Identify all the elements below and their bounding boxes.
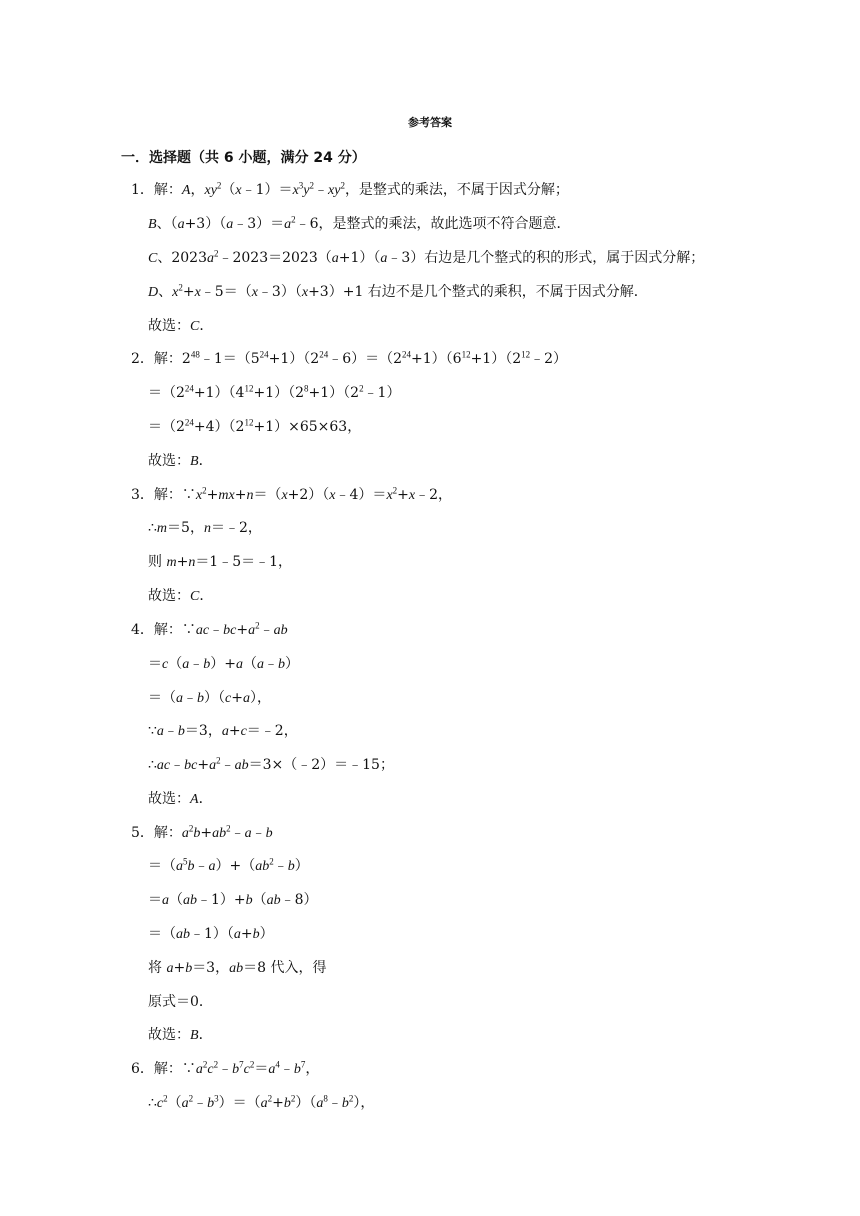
answer-line (131, 824, 273, 843)
math-token: a (248, 623, 256, 638)
math-token: 故选： (148, 318, 190, 334)
math-token: 2 (226, 823, 231, 834)
math-token: ﹣ (170, 757, 185, 773)
math-token: ﹣ (209, 622, 224, 638)
math-token: x (195, 488, 203, 503)
math-token: a (176, 859, 183, 874)
math-token: a (162, 893, 169, 908)
math-token: ＝ (254, 1061, 269, 1077)
math-token: ＝3×（﹣2）＝﹣15； (248, 757, 394, 773)
math-token: ac (156, 758, 171, 773)
math-token: 6．解：∵ (131, 1061, 196, 1077)
math-token: +1）（2 (253, 385, 305, 401)
math-token: ． (198, 791, 213, 807)
math-token: b (293, 1062, 301, 1077)
math-token: ） (294, 858, 309, 874)
math-token: ）+ (210, 656, 236, 672)
math-token: ﹣ (259, 622, 274, 638)
math-token: ﹣ (183, 690, 197, 706)
math-token: ﹣ (230, 825, 245, 841)
math-token: ＝（ (253, 487, 282, 503)
math-token: ﹣ (218, 1061, 233, 1077)
math-token: ﹣1）＝ (241, 182, 293, 198)
math-token: 24 (184, 383, 194, 394)
math-token: ， (190, 182, 205, 198)
math-token: +1）（6 (411, 351, 462, 367)
math-token: 24 (319, 349, 329, 360)
math-token: ） (259, 926, 274, 942)
math-token: 2 (202, 485, 207, 496)
math-token: ∴ (148, 520, 157, 536)
math-token: ∴ (148, 1095, 157, 1111)
math-token: ﹣3）（ (257, 284, 302, 300)
math-token: b (245, 893, 253, 908)
math-token: ＝（2 (148, 419, 185, 435)
math-token: 7 (300, 1059, 306, 1070)
math-token: 24 (259, 349, 269, 360)
math-token: 24 (402, 349, 412, 360)
math-token: ﹣ (314, 182, 328, 198)
math-token: 2 (255, 620, 260, 631)
math-token: ﹣ (251, 825, 266, 841)
math-token: + (197, 757, 210, 773)
math-token: 3 (214, 1093, 219, 1104)
math-token: ﹣ (220, 757, 235, 773)
math-token: 故选： (148, 791, 190, 807)
math-token: 则 (148, 554, 167, 570)
math-token: x (408, 488, 416, 503)
math-token: 2 (291, 214, 296, 225)
math-token: 3．解：∵ (131, 487, 196, 503)
math-token: 12 (244, 417, 254, 428)
answer-line (131, 350, 567, 368)
math-token: ab (273, 623, 288, 638)
math-token: +1）（ (338, 250, 381, 266)
math-token: 48 (190, 349, 200, 360)
math-token: b (203, 657, 211, 672)
math-token: ＝3， (192, 960, 230, 976)
math-token: ﹣3）右边是几个整式的积的形式，属于因式分解； (387, 250, 705, 266)
math-token: a (244, 826, 252, 841)
section-heading: 一．选择题（共 6 小题，满分 24 分） (121, 150, 366, 166)
math-token: m (166, 555, 177, 570)
math-token: 2 (188, 823, 194, 834)
math-token: 2 (163, 1093, 168, 1104)
math-token: （ (167, 1095, 182, 1111)
math-token: （ (168, 656, 183, 672)
math-token: ﹣8） (280, 892, 318, 908)
math-token: b (265, 826, 273, 841)
math-token: ab (229, 961, 244, 976)
math-token: 2 (267, 1093, 273, 1104)
answer-line (148, 925, 274, 944)
math-token: +2）（ (287, 487, 330, 503)
math-token: ﹣2023＝2023（ (218, 250, 332, 266)
math-token: B (190, 1028, 199, 1043)
math-token: ＝（ (148, 926, 176, 942)
answer-line (131, 486, 452, 505)
math-token: ＝﹣2， (246, 723, 298, 739)
math-token: xy (204, 183, 217, 198)
math-token: +1）（2 (470, 351, 522, 367)
math-token: 24 (184, 417, 194, 428)
math-token: x (172, 285, 179, 300)
math-token: a (233, 927, 241, 942)
math-token: + (200, 825, 213, 841)
answer-line (131, 181, 569, 200)
math-token: x (251, 285, 258, 300)
math-token: a (195, 1062, 203, 1077)
math-token: ﹣ (189, 656, 204, 672)
math-token: C (190, 319, 200, 334)
math-token: m (156, 521, 168, 536)
math-token: 2 (290, 1093, 296, 1104)
math-token: a (209, 758, 217, 773)
math-token: ＝﹣2， (210, 520, 262, 536)
math-token: （ (169, 892, 183, 908)
math-token: x (292, 183, 299, 198)
answer-line (148, 959, 326, 978)
math-token: ﹣6，是整式的乘法，故此选项不符合题意． (295, 216, 571, 232)
math-token: b (197, 691, 204, 706)
math-token: 3 (298, 180, 304, 191)
math-token: + (236, 622, 249, 638)
math-token: ﹣2） (530, 351, 568, 367)
math-token: ﹣1）（ (190, 926, 234, 942)
math-token: ab (212, 826, 227, 841)
math-token: ﹣3）＝ (233, 216, 285, 232)
math-token: ∵ (148, 723, 157, 739)
math-token: a (235, 657, 243, 672)
math-token: 2 (202, 1059, 208, 1070)
math-token: ﹣ (327, 1095, 342, 1111)
math-token: b (252, 927, 260, 942)
math-token: ab (255, 859, 270, 874)
math-token: ）+（ (215, 858, 256, 874)
math-token: +4）（2 (193, 419, 245, 435)
math-token: A (190, 792, 199, 807)
math-token: C (148, 251, 158, 266)
answer-line (148, 1094, 374, 1113)
answer-line (148, 215, 571, 234)
math-token: 12 (521, 349, 531, 360)
math-token: ． (199, 318, 214, 334)
math-token: c (162, 657, 169, 672)
math-token: c (240, 724, 247, 739)
math-token: ＝8 代入，得 (243, 960, 327, 976)
math-token: ，是整式的乘法，不属于因式分解； (344, 182, 569, 198)
math-token: 4 (275, 1059, 280, 1070)
math-token: b (232, 1062, 240, 1077)
math-token: b (185, 961, 193, 976)
math-token: a (242, 691, 250, 706)
math-token: ﹣1）+ (197, 892, 246, 908)
math-token: +1）（4 (193, 385, 245, 401)
answer-line (148, 655, 299, 674)
math-token: 2 (348, 1093, 354, 1104)
answer-line (148, 993, 213, 1011)
math-token: 故选： (148, 453, 190, 469)
math-token: x (301, 285, 309, 300)
math-token: +3）+1 右边不是几个整式的乘积，不属于因式分解． (308, 284, 648, 300)
math-token: c (156, 1096, 164, 1111)
math-token: c (207, 1062, 214, 1077)
math-token: ）（ (295, 1095, 317, 1111)
math-token: x (386, 488, 393, 503)
math-token: D (148, 285, 159, 300)
math-token: 2 (340, 180, 345, 191)
math-token: n (246, 488, 254, 503)
math-token: ＝ (148, 656, 162, 672)
math-token: 2 (216, 180, 222, 191)
math-token: 2 (216, 755, 221, 766)
math-token: 4．解：∵ (131, 622, 196, 638)
math-token: ）， (249, 690, 271, 706)
math-token: c (225, 691, 232, 706)
math-token: ＝（ (148, 858, 176, 874)
math-token: xy (328, 183, 341, 198)
math-token: 2 (188, 1093, 194, 1104)
math-token: B (148, 217, 157, 232)
math-token: a (221, 724, 229, 739)
math-token: a (181, 1096, 189, 1111)
math-token: 2 (213, 248, 219, 259)
math-token: b (193, 826, 201, 841)
math-token: ． (199, 588, 214, 604)
math-token: ＝（ (148, 690, 176, 706)
math-token: + (206, 487, 219, 503)
math-token: a (156, 724, 164, 739)
math-token: C (190, 589, 200, 604)
math-token: ﹣5＝（ (200, 284, 252, 300)
math-token: 8 (323, 1093, 328, 1104)
math-token: 原式＝0． (148, 994, 213, 1010)
math-token: ， (305, 1061, 320, 1077)
answer-line (148, 790, 213, 809)
math-token: c (243, 1062, 250, 1077)
math-token: 2 (359, 383, 364, 394)
math-token: a (380, 251, 388, 266)
math-token: 2 (249, 1059, 255, 1070)
math-token: ﹣ (194, 858, 209, 874)
math-token: 12 (461, 349, 471, 360)
math-token: 8 (304, 383, 309, 394)
math-token: 2 (392, 485, 398, 496)
math-token: ）， (353, 1095, 375, 1111)
answer-line (148, 553, 292, 572)
math-token: 将 (148, 960, 167, 976)
math-token: ） (284, 656, 299, 672)
math-token: ab (234, 758, 249, 773)
math-token: a (260, 1096, 268, 1111)
math-token: a (268, 1062, 276, 1077)
answer-line (131, 1060, 319, 1079)
math-token: 、（ (156, 216, 178, 232)
math-token: a (176, 691, 183, 706)
math-token: bc (223, 623, 237, 638)
math-token: a (316, 1096, 324, 1111)
math-token: 故选： (148, 588, 190, 604)
math-token: 5 (183, 856, 188, 867)
math-token: ． (198, 453, 213, 469)
math-token: ）＝（ (218, 1095, 261, 1111)
math-token: + (272, 1095, 284, 1111)
math-token: 2．解：2 (131, 351, 191, 367)
math-token: ． (198, 1027, 213, 1043)
math-token: ab (183, 893, 197, 908)
math-token: （ (252, 892, 267, 908)
math-token: 5．解： (131, 825, 182, 841)
math-token: a (181, 826, 189, 841)
math-token: x (235, 183, 242, 198)
math-token: b (187, 859, 195, 874)
math-token: ac (195, 623, 210, 638)
math-token: + (228, 723, 241, 739)
math-token: 2 (213, 1059, 219, 1070)
math-token: ab (176, 927, 190, 942)
math-token: ﹣4）＝ (335, 487, 387, 503)
math-token: a (166, 961, 174, 976)
math-token: a (226, 217, 234, 232)
math-token: （ (242, 656, 257, 672)
math-token: ＝（2 (148, 385, 185, 401)
math-token: ﹣1＝（5 (199, 351, 260, 367)
math-token: ∴ (148, 757, 157, 773)
answer-line (148, 756, 394, 775)
answer-line (148, 857, 309, 876)
math-token: ﹣2， (415, 487, 453, 503)
answer-line (131, 621, 288, 640)
answer-line (148, 283, 648, 302)
math-token: b (341, 1096, 349, 1111)
math-token: x (281, 488, 288, 503)
answer-line (148, 317, 213, 336)
answer-line (148, 249, 704, 268)
math-token: A (181, 183, 191, 198)
math-token: +1）×65×63， (253, 419, 362, 435)
answer-line (148, 722, 298, 741)
math-token: bc (184, 758, 198, 773)
math-token: ＝5， (167, 520, 204, 536)
math-token: x (194, 285, 201, 300)
math-token: ﹣ (163, 723, 178, 739)
page-title: 参考答案 (408, 116, 452, 129)
math-token: 12 (244, 383, 254, 394)
math-token: +1）（2 (308, 385, 360, 401)
math-token: n (188, 555, 196, 570)
math-token: + (397, 487, 409, 503)
math-token: 故选： (148, 1027, 190, 1043)
math-token: b (177, 724, 185, 739)
math-token: + (176, 554, 189, 570)
math-token: 、2023 (157, 250, 207, 266)
math-token: 2 (309, 180, 314, 191)
math-token: 2 (178, 282, 183, 293)
math-token: + (234, 487, 247, 503)
math-token: ﹣6）＝（2 (328, 351, 403, 367)
math-token: +1）（2 (268, 351, 320, 367)
math-token: 2 (269, 856, 274, 867)
math-token: a (206, 251, 214, 266)
math-token: B (190, 454, 199, 469)
math-token: b (277, 657, 285, 672)
math-token: + (173, 960, 186, 976)
math-token: + (231, 690, 243, 706)
math-token: y (303, 183, 310, 198)
answer-line (148, 891, 318, 910)
math-token: 、 (158, 284, 173, 300)
math-token: ﹣ (273, 858, 288, 874)
math-token: ﹣ (193, 1095, 208, 1111)
math-token: ）（ (204, 690, 225, 706)
math-token: +3）（ (184, 216, 227, 232)
math-token: ﹣1） (363, 385, 401, 401)
math-token: ﹣ (279, 1061, 294, 1077)
math-token: b (287, 859, 295, 874)
math-token: b (283, 1096, 291, 1111)
math-token: ＝3， (184, 723, 222, 739)
math-token: a (177, 217, 185, 232)
math-token: + (240, 926, 253, 942)
answer-line (148, 418, 361, 436)
math-token: （ (221, 182, 236, 198)
math-token: 7 (239, 1059, 244, 1070)
math-token: ab (266, 893, 281, 908)
math-token: a (331, 251, 339, 266)
math-token: b (207, 1096, 215, 1111)
answer-line (148, 384, 400, 402)
math-token: a (256, 657, 264, 672)
math-token: ＝1﹣5＝﹣1， (195, 554, 293, 570)
math-token: mx (218, 488, 235, 503)
answer-line (148, 519, 262, 538)
answer-line (148, 689, 271, 708)
math-token: ＝ (148, 892, 162, 908)
math-token: a (208, 859, 216, 874)
math-token: 1．解： (131, 182, 182, 198)
math-token: a (182, 657, 190, 672)
math-token: a (284, 217, 292, 232)
math-token: n (203, 521, 211, 536)
answer-line (148, 452, 213, 471)
math-token: ﹣ (263, 656, 278, 672)
math-token: x (329, 488, 336, 503)
math-token: + (182, 284, 195, 300)
answer-line (148, 587, 213, 606)
answer-line (148, 1026, 213, 1045)
